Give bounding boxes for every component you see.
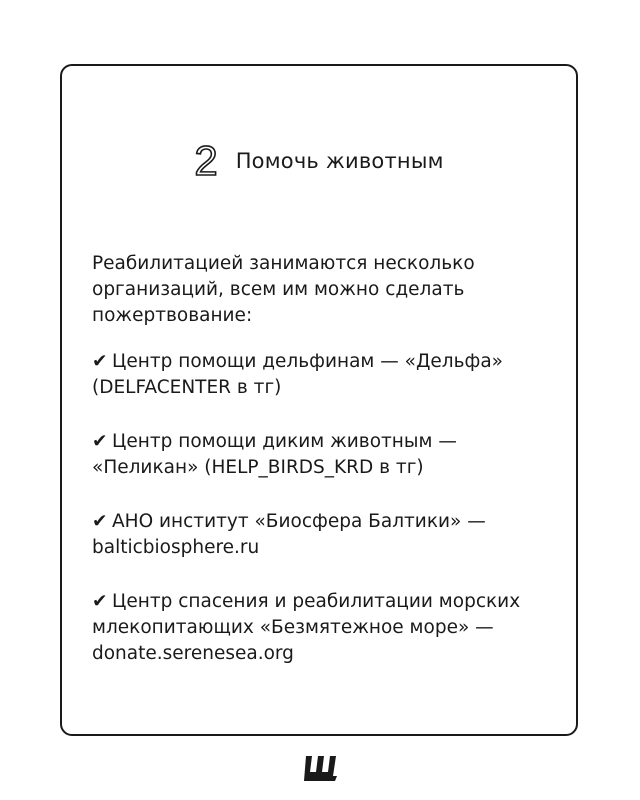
organization-text: Центр помощи дельфинам — «Дельфа» (DELFACENTER в тг) xyxy=(92,351,504,398)
info-card xyxy=(60,64,578,736)
organization-item-pelican xyxy=(92,429,556,481)
organization-item-serene-sea xyxy=(92,589,556,667)
organization-text: Центр спасения и реабилитации морских млекопитающих «Безмятежное море» — donate.serenesea.org xyxy=(92,591,521,664)
checkmark-icon: ✔ xyxy=(92,511,108,532)
organization-text: Центр помощи диким животным — «Пеликан» (HELP_BIRDS_KRD в тг) xyxy=(92,431,457,478)
organization-text: АНО институт «Биосфера Балтики» — balticbiosphere.ru xyxy=(92,511,486,558)
card-content xyxy=(92,251,556,695)
publisher-logo-icon xyxy=(302,752,342,782)
step-number: 2 xyxy=(194,137,218,184)
section-title: Помочь животным xyxy=(235,149,444,173)
organization-item-baltic-biosphere xyxy=(92,509,556,561)
checkmark-icon: ✔ xyxy=(92,431,108,452)
section-heading xyxy=(62,137,576,184)
checkmark-icon: ✔ xyxy=(92,591,108,612)
organization-item-delfa xyxy=(92,349,556,401)
checkmark-icon: ✔ xyxy=(92,351,108,372)
intro-text: Реабилитацией занимаются несколько организаций, всем им можно сделать пожертвование: xyxy=(92,253,475,326)
